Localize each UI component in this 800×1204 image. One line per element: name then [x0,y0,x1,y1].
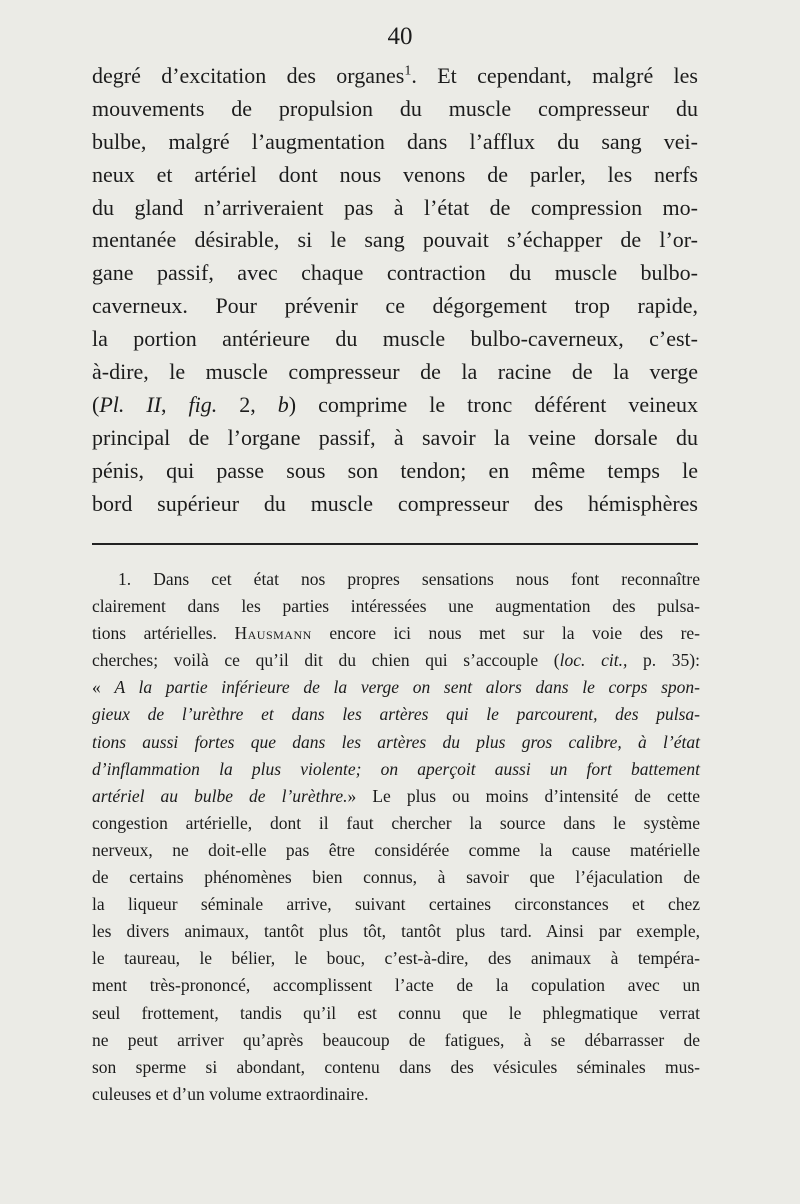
text-run: mouvements de propulsion du muscle compresseur du [92,95,698,121]
main-text-line [92,224,698,257]
text-run: Pl. II [99,391,162,417]
footnote-line [92,837,700,864]
text-run: neux et artériel dont nous venons de parler, les nerfs [92,161,698,187]
footnote-line [92,1027,700,1054]
main-text-line [92,323,698,356]
text-run: A la partie inférieure de la verge on sent alors dans le corps spon- [114,677,700,698]
footnote-line [92,674,700,701]
text-run: son sperme si abondant, contenu dans des vésicules séminales mus- [92,1056,700,1077]
text-run: fig. [188,391,218,417]
text-run: pénis, qui passe sous son tendon; en même temps le [92,457,698,483]
footnote-line [92,756,700,783]
footnote-line [92,701,700,728]
text-run: tions artérielles. [92,623,235,644]
text-run: encore ici nous met sur la voie des re- [311,623,700,644]
footnote-line [92,972,700,999]
text-run: la portion antérieure du muscle bulbo-caverneux, c’est- [92,326,698,352]
text-run: loc. cit., [559,650,628,671]
text-run: culeuses et d’un volume extraordinaire. [92,1083,369,1104]
text-run: gieux de l’urèthre et dans les artères qui le parcourent, des pulsa- [92,704,700,725]
text-run: seul frottement, tandis qu’il est connu que le phlegmatique verrat [92,1002,700,1023]
main-text-line [92,290,698,323]
main-text-line [92,159,698,192]
text-run: 1. Dans cet état nos propres sensations nous font reconnaître [118,569,700,589]
text-run: p. 35): [627,650,700,671]
main-text-line [92,455,698,488]
text-run: ) comprime le tronc déférent veineux [288,391,699,417]
text-run: du gland n’arriveraient pas à l’état de compression mo- [92,194,698,220]
text-run: principal de l’organe passif, à savoir la veine dorsale du [92,424,698,450]
text-run: d’inflammation la plus violente; on aperçoit aussi un fort battement [92,758,700,779]
text-run: bulbe, malgré l’augmentation dans l’afflux du sang vei- [92,128,698,154]
footnote-line [92,864,700,891]
main-text-line [92,488,698,521]
footnote-line [92,810,700,837]
main-text-line [92,422,698,455]
footnote-line [92,783,700,810]
text-run: la liqueur séminale arrive, suivant certaines circonstances et chez [92,894,700,915]
text-run: gane passif, avec chaque contraction du muscle bulbo- [92,260,698,286]
text-run: à-dire, le muscle compresseur de la racine de la verge [92,359,698,385]
text-run: de certains phénomènes bien connus, à savoir que l’éjaculation de [92,867,700,888]
text-run: artériel au bulbe de l’urèthre. [92,785,348,806]
text-run: tions aussi fortes que dans les artères du plus gros calibre, à l’état [92,731,700,752]
footnote-line [92,1054,700,1081]
main-text-line [92,389,698,422]
text-run: , [161,391,189,417]
text-run: b [277,391,289,417]
text-run: . Et cependant, malgré les [411,63,698,88]
footnote-line [92,566,700,593]
text-run: « [92,677,115,698]
footnote-line [92,729,700,756]
text-run: cherches; voilà ce qu’il dit du chien qui s’accouple ( [92,650,560,671]
text-run: le taureau, le bélier, le bouc, c’est-à-dire, des animaux à tempéra- [92,948,700,969]
footnote-line [92,891,700,918]
text-run: bord supérieur du muscle compresseur des hémisphères [92,490,698,516]
text-run: les divers animaux, tantôt plus tôt, tantôt plus tard. Ainsi par exemple, [92,921,700,942]
text-run: clairement dans les parties intéressées une augmentation des pulsa- [92,596,700,617]
footnote-line [92,647,700,674]
footnote-line [92,1081,700,1108]
text-run: » Le plus ou moins d’intensité de cette [347,785,701,806]
footnote-line [92,1000,700,1027]
page-number: 40 [387,23,413,50]
footnote-block [92,566,700,1108]
text-run: ment très-prononcé, accomplissent l’acte de la copulation avec un [92,975,700,996]
footnote-separator-rule [92,543,698,545]
main-text-block [92,60,698,520]
text-run: degré d’excitation des organes [92,63,405,88]
text-run: ne peut arriver qu’après beaucoup de fatigues, à se débarrasser de [92,1029,700,1050]
footnote-line [92,593,700,620]
main-text-line [92,126,698,159]
main-text-line [92,93,698,126]
footnote-reference: 1 [404,63,412,79]
footnote-line [92,620,700,647]
text-run: nerveux, ne doit-elle pas être considérée comme la cause matérielle [92,839,700,860]
footnote-line [92,945,700,972]
main-text-line [92,192,698,225]
text-run: 2, [217,391,278,417]
main-text-line [92,257,698,290]
footnote-line [92,918,700,945]
main-text-line [92,356,698,389]
author-name: Hausmann [234,623,312,644]
text-run: congestion artérielle, dont il faut chercher la source dans le système [92,812,700,833]
text-run: caverneux. Pour prévenir ce dégorgement trop rapide, [92,293,698,319]
main-text-line [92,60,698,93]
text-run: ( [92,391,100,417]
text-run: mentanée désirable, si le sang pouvait s’échapper de l’or- [92,227,698,253]
